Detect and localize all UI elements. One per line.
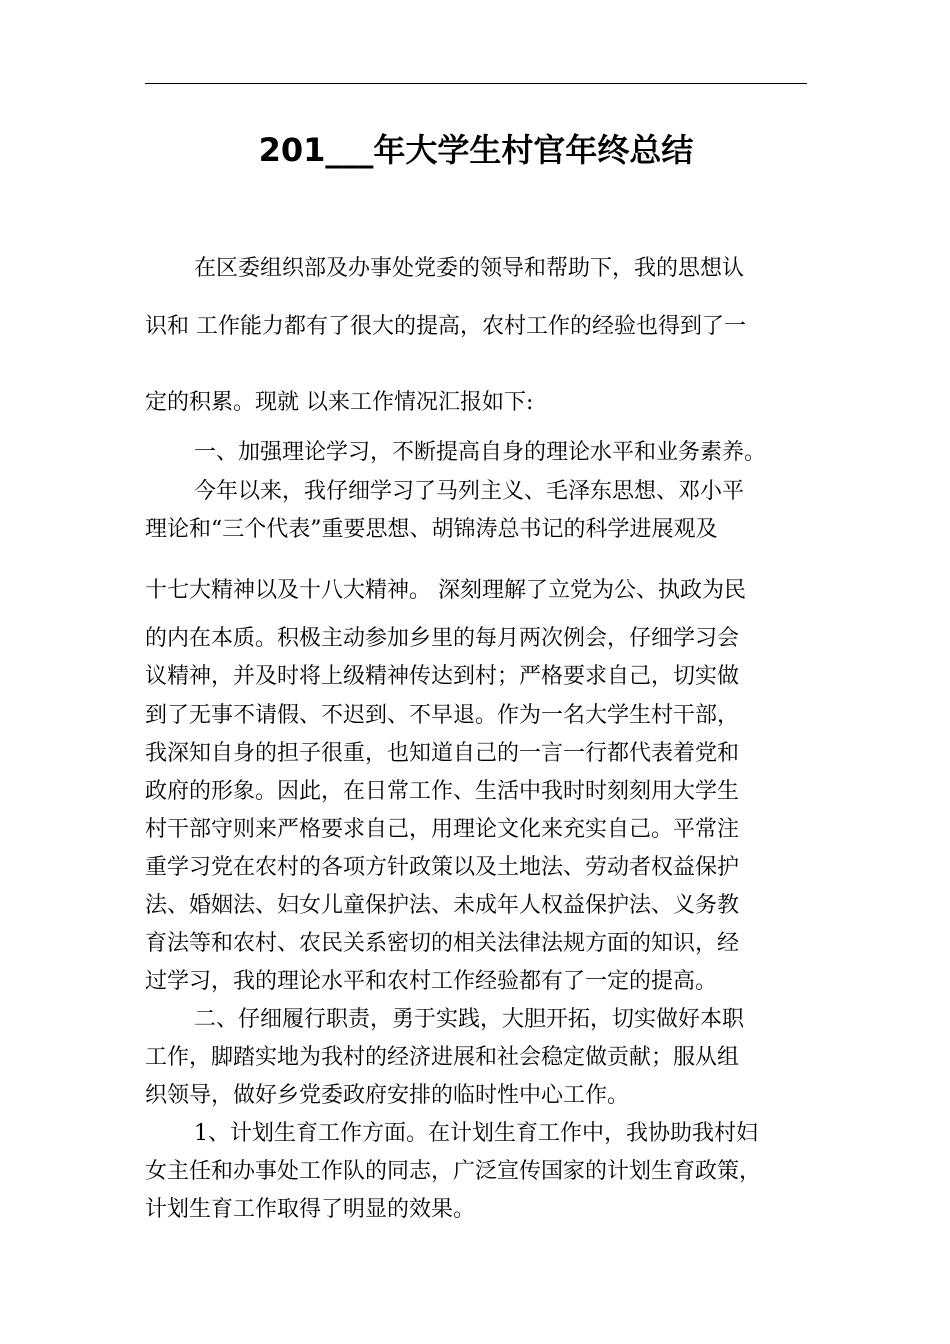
paragraph-line: 计划生育工作取得了明显的效果。 [145,1197,476,1222]
section-heading: 二、仔细履行职责，勇于实践，大胆开拓，切实做好本职 [194,1007,745,1032]
paragraph-line: 到了无事不请假、不迟到、不早退。作为一名大学生村干部， [145,703,740,728]
paragraph-line: 工作，脚踏实地为我村的经济进展和社会稳定做贡献；服从组 [145,1045,740,1070]
paragraph-line: 定的积累。现就 以来工作情况汇报如下: [145,390,534,415]
paragraph-line: 女主任和办事处工作队的同志，广泛宣传国家的计划生育政策， [145,1159,762,1184]
paragraph-line: 在区委组织部及办事处党委的领导和帮助下，我的思想认 [194,256,745,281]
paragraph-line: 议精神，并及时将上级精神传达到村；严格要求自己，切实做 [145,664,740,689]
paragraph-line: 十七大精神以及十八大精神。 深刻理解了立党为公、执政为民 [145,578,746,603]
paragraph-line: 过学习，我的理论水平和农村工作经验都有了一定的提高。 [145,969,718,994]
paragraph-line: 理论和“三个代表”重要思想、胡锦涛总书记的科学进展观及 [145,517,718,542]
paragraph-line: 我深知自身的担子很重，也知道自己的一言一行都代表着党和 [145,741,740,766]
paragraph-line: 1、计划生育工作方面。在计划生育工作中，我协助我村妇 [194,1121,758,1146]
header-rule [145,83,807,84]
paragraph-line: 识和 工作能力都有了很大的提高，农村工作的经验也得到了一 [145,314,746,339]
section-heading: 一、加强理论学习，不断提高自身的理论水平和业务素养。 [194,440,767,465]
paragraph-line: 织领导，做好乡党委政府安排的临时性中心工作。 [145,1083,630,1108]
paragraph-line: 的内在本质。积极主动参加乡里的每月两次例会，仔细学习会 [145,626,740,651]
paragraph-line: 法、婚姻法、妇女儿童保护法、未成年人权益保护法、义务教 [145,893,740,918]
paragraph-line: 育法等和农村、农民关系密切的相关法律法规方面的知识，经 [145,931,740,956]
paragraph-line: 今年以来，我仔细学习了马列主义、毛泽东思想、邓小平 [194,479,745,504]
paragraph-line: 重学习党在农村的各项方针政策以及土地法、劳动者权益保护 [145,855,740,880]
paragraph-line: 村干部守则来严格要求自己，用理论文化来充实自己。平常注 [145,817,740,842]
document-title: 201___年大学生村官年终总结 [258,131,694,169]
paragraph-line: 政府的形象。因此，在日常工作、生活中我时时刻刻用大学生 [145,779,740,804]
